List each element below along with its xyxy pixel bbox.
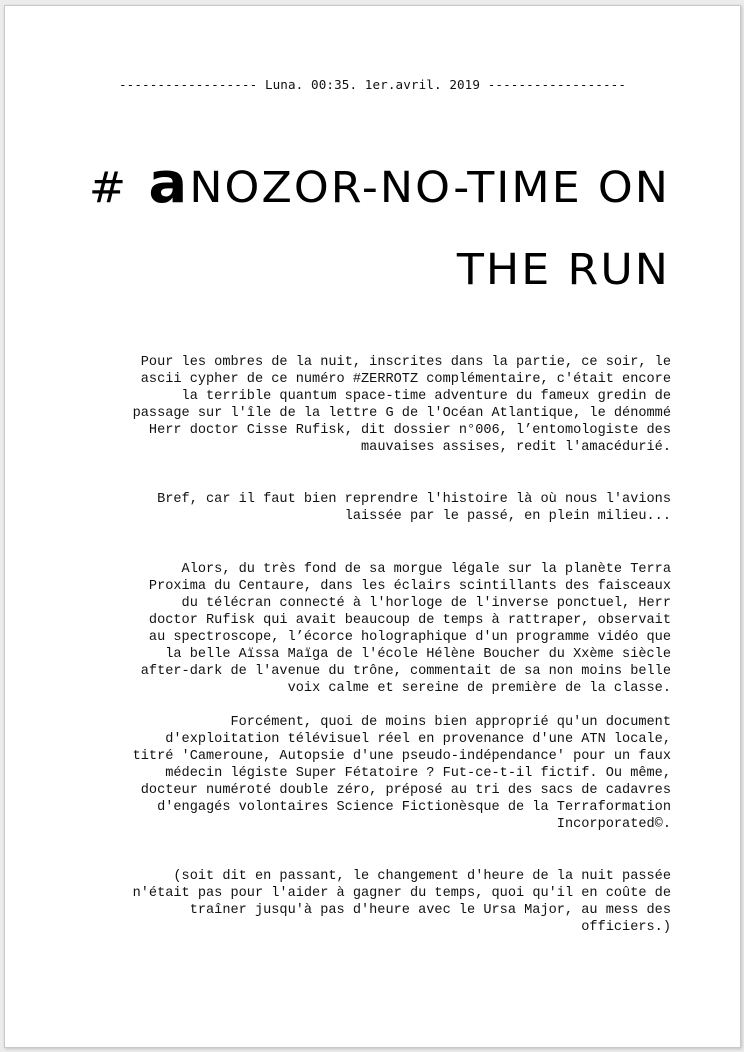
paragraph-3: Alors, du très fond de sa morgue légale sur la planète Terra Proxima du Centaure, dans les éclairs scintillants des faisceaux du télécran connecté à l'horloge de l'inverse ponctuel, Herr doctor Rufisk qui avait beaucoup de temps à rattraper, observait au spectroscope, l’écorce holographique d'un programme vidéo que la belle Aïssa Maïga de l'école Hélène Boucher du Xxème siècle after-dark de l'avenue du trône, commentait de sa non moins belle voix calme et sereine de première de la classe.	[140, 562, 671, 696]
paragraph-2: Bref, car il faut bien reprendre l'histoire là où nous l'avions laissée par le passé, en plein milieu...	[157, 492, 671, 524]
title-line2: THE RUN	[456, 245, 670, 295]
page-title	[52, 143, 670, 311]
title-hash: #	[88, 163, 133, 213]
paragraph-1: Pour les ombres de la nuit, inscrites dans la partie, ce soir, le ascii cypher de ce numéro #ZERROTZ complémentaire, c'était encore la terrible quantum space-time adventure du fameux gredin de passage sur l'île de la lettre G de l'Océan Atlantique, le dénommé Herr doctor Cisse Rufisk, dit dossier n°006, l’entomologiste des mauvaises assises, redit l'amacédurié.	[132, 355, 671, 455]
title-line1-rest: NOZOR-NO-TIME ON	[189, 163, 670, 213]
dateline-header: ------------------ Luna. 00:35. 1er.avril. 2019 ------------------	[118, 77, 627, 92]
title-a-letter: a	[148, 151, 190, 216]
paragraph-4: Forcément, quoi de moins bien approprié qu'un document d'exploitation télévisuel réel en provenance d'une ATN locale, titré 'Cameroune, Autopsie d'une pseudo-indépendance' pour un faux médecin légiste Super Fétatoire ? Fut-ce-t-il fictif. Ou même, docteur numéroté double zéro, préposé au tri des sacs de cadavres d'engagés volontaires Science Fictionèsque de la Terraformation Incorporated©.	[132, 715, 671, 832]
paragraph-5: (soit dit en passant, le changement d'heure de la nuit passée n'était pas pour l'aider à gagner du temps, quoi qu'il en coûte de traîner jusqu'à pas d'heure avec le Ursa Major, au mess des officiers.)	[132, 869, 671, 935]
document-page	[4, 5, 741, 1048]
